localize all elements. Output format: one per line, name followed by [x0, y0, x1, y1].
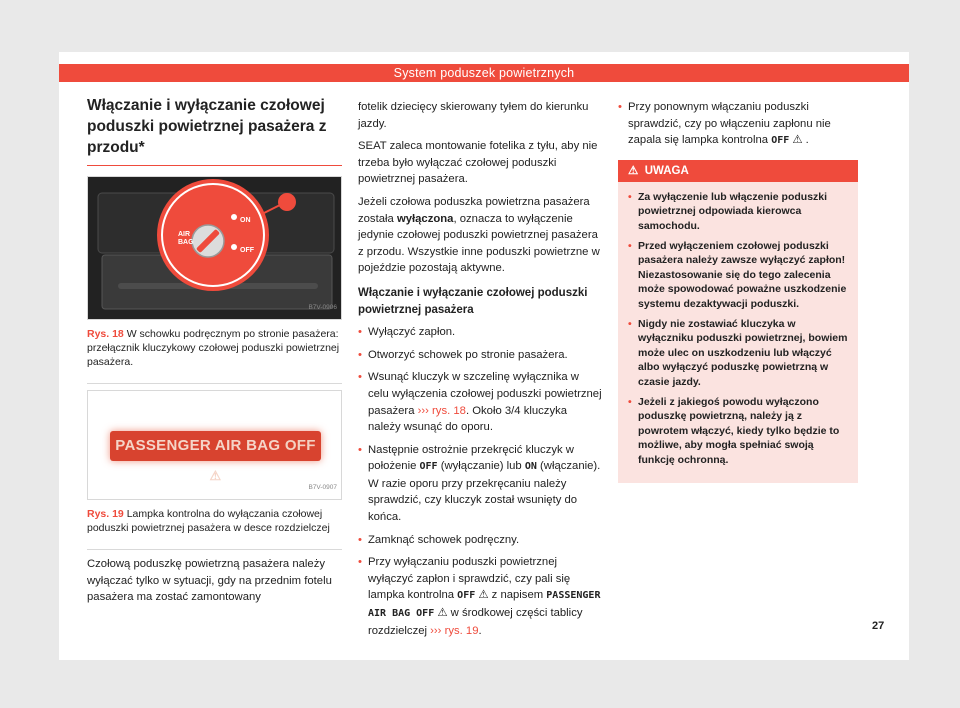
figure-warning-lamp [87, 390, 342, 500]
figure-caption-text: W schowku podręcznym po stronie pasażera: przełącznik kluczykowy czołowej poduszki powietrznej pasażera. [87, 328, 340, 368]
text-bold: wyłączona [396, 212, 454, 225]
running-header: System poduszek powietrznych [59, 64, 909, 82]
list-item: • Wyłączyć zapłon. [358, 324, 602, 341]
list-item [618, 99, 858, 150]
info-list [618, 99, 858, 150]
figure-caption [87, 507, 342, 535]
text-run: w środkowej części tablicy rozdzielczej [368, 607, 583, 637]
off-symbol: OFF [771, 135, 790, 147]
on-symbol: ON [524, 461, 537, 473]
switch-label-on: ON [240, 217, 251, 224]
figure-number: Rys. 19 [87, 508, 124, 520]
column-left [87, 95, 342, 612]
column-right [618, 99, 858, 483]
warning-box [618, 160, 858, 483]
text-run: Przy ponownym włączaniu poduszki sprawdzić, czy po włączeniu zapłonu nie zapala się lampka kontrolna [628, 101, 831, 147]
text-run: Wsunąć kluczyk w szczelinę wyłącznika w celu wyłączenia czołowej poduszki powietrznej pasażera [368, 371, 602, 417]
section-title: Włączanie i wyłączanie czołowej poduszki powietrznej pasażera z przodu* [87, 97, 327, 156]
list-item [358, 369, 602, 435]
off-symbol: OFF [419, 461, 438, 473]
lamp-text: PASSENGER AIR BAG [115, 437, 281, 454]
warning-header [618, 160, 858, 182]
body-paragraph [358, 194, 602, 277]
text-run: . [478, 624, 482, 637]
list-item [358, 442, 602, 526]
switch-label-off: OFF [240, 247, 254, 254]
text-run: . [802, 134, 809, 147]
figure-code: B7V-0906 [308, 304, 337, 312]
figure-link[interactable]: ››› rys. 18 [417, 404, 466, 417]
figure-caption-text: Lampka kontrolna do wyłączania czołowej poduszki powietrznej pasażera w desce rozdzielczej [87, 508, 330, 534]
warning-item: • Nigdy nie zostawiać kluczyka w wyłączniku poduszki powietrznej, bowiem może ulec on uszkodzeniu lub włączyć albo wyłączyć poduszkę powietrzną w czasie jazdy. [628, 317, 848, 389]
list-item [358, 554, 602, 639]
off-symbol: OFF [457, 590, 476, 602]
figure-number: Rys. 18 [87, 328, 124, 340]
text-run: (włączanie). W razie oporu przy przekręcaniu należy sprawdzić, czy kluczyk został wsunięty do końca. [368, 460, 601, 524]
list-item: • Otworzyć schowek po stronie pasażera. [358, 347, 602, 364]
subheading: Włączanie i wyłączanie czołowej poduszki powietrznej pasażera [358, 286, 588, 316]
figure-link[interactable]: ››› rys. 19 [430, 624, 479, 637]
page-number: 27 [872, 620, 885, 632]
passenger-airbag-lamp [110, 431, 321, 483]
text-run: , oznacza to wyłączenie jedynie czołowej poduszki powietrznej pasażera z przodu. Wszystkie inne poduszki powietrzne w pojeździe pozostają aktywne. [358, 212, 600, 275]
body-paragraph: SEAT zaleca montowanie fotelika z tyłu, aby nie trzeba było wyłączać czołowej poduszki powietrznej pasażera. [358, 140, 598, 186]
figure-caption [87, 327, 342, 369]
lamp-off-text: OFF [284, 437, 316, 454]
warning-list [628, 190, 848, 467]
text-run: Następnie ostrożnie przekręcić kluczyk w położenie [368, 443, 574, 473]
text-run: Jeżeli czołowa poduszka powietrzna pasażera została [358, 195, 590, 225]
glovebox-illustration [88, 177, 341, 319]
list-item: • Zamknąć schowek podręczny. [358, 532, 602, 549]
lamp-text-symbol: PASSENGER AIR BAG OFF [368, 590, 601, 620]
airbag-seat-icon: ⚠ [478, 589, 489, 602]
warning-item: • Za wyłączenie lub włączenie poduszki powietrznej odpowiada kierowca samochodu. [628, 190, 848, 233]
text-run: (wyłączanie) lub [437, 460, 525, 473]
switch-label-airbag: AIR BAG [178, 231, 194, 246]
airbag-seat-icon: ⚠ [209, 468, 222, 483]
body-paragraph: fotelik dziecięcy skierowany tyłem do kierunku jazdy. [358, 101, 589, 130]
airbag-seat-icon: ⚠ [792, 134, 803, 147]
warning-triangle-icon: ⚠ [628, 164, 639, 177]
column-middle [358, 99, 602, 645]
figure-code: B7V-0907 [308, 484, 337, 492]
text-run: Przy wyłączaniu poduszki powietrznej wyłączyć zapłon i sprawdzić, czy pali się lampka kontrolna [368, 556, 571, 602]
warning-item: • Przed wyłączeniem czołowej poduszki pasażera należy zawsze wyłączyć zapłon! Niezastosowanie się do tego zalecenia może spowodować poważne uszkodzenie systemu dezaktywacji poduszki. [628, 239, 848, 311]
warning-title: UWAGA [644, 164, 689, 177]
step-list [358, 324, 602, 639]
figure-glovebox-switch [87, 176, 342, 320]
text-run: . Około 3/4 kluczyka należy wsunąć do oporu. [368, 404, 568, 434]
text-run: z napisem [488, 589, 547, 602]
title-rule [87, 165, 342, 166]
warning-item: • Jeżeli z jakiegoś powodu wyłączono poduszkę powietrzną, należy ją z powrotem włączyć, kiedy tylko będzie to możliwe, aby mogła spełniać swoją funkcję ochronną. [628, 395, 848, 467]
separator [87, 383, 342, 384]
airbag-seat-icon: ⚠ [437, 607, 448, 620]
body-paragraph: Czołową poduszkę powietrzną pasażera należy wyłączać tylko w sytuacji, gdy na przednim fotelu pasażera ma zostać zamontowany [87, 558, 332, 604]
separator [87, 549, 342, 550]
